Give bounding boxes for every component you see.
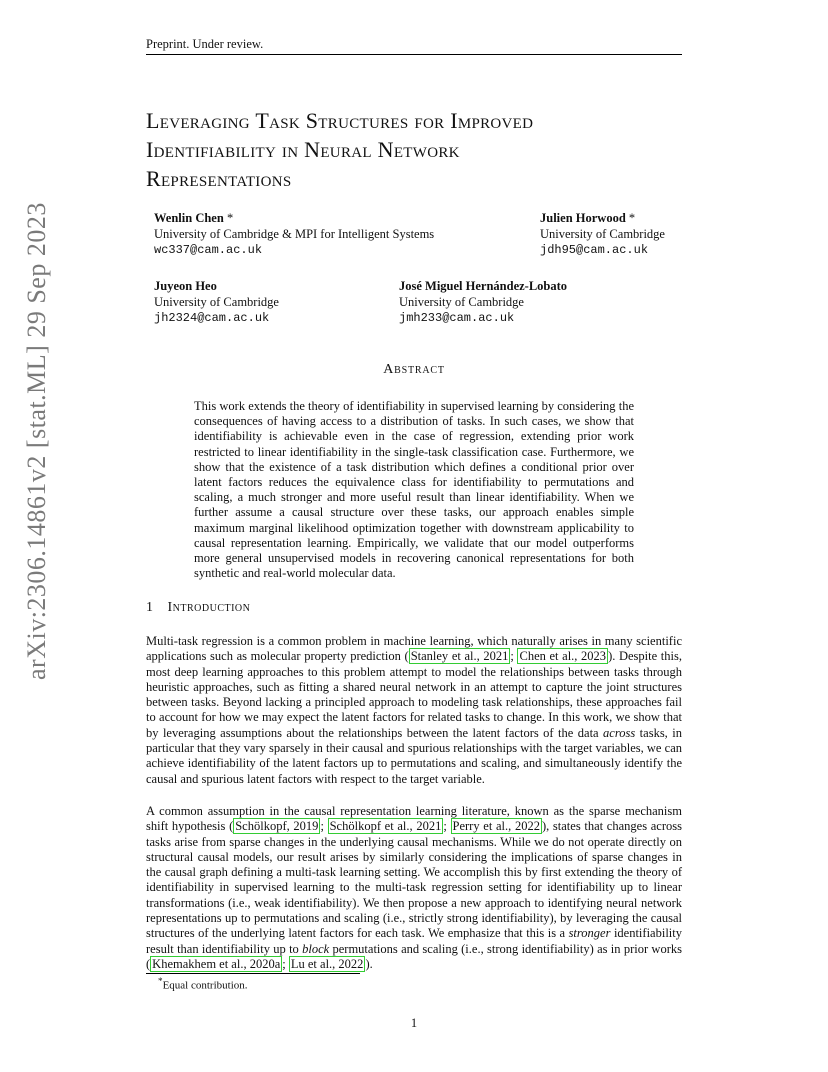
citation-link[interactable]: Schölkopf et al., 2021 [329,819,442,834]
abstract-heading: Abstract [383,362,445,377]
author-name: Julien Horwood [540,211,626,225]
footnote-rule [146,973,360,974]
author-affiliation: University of Cambridge [399,295,524,309]
author-name: Juyeon Heo [154,279,217,293]
footnote-text: Equal contribution. [162,979,248,992]
citation-link[interactable]: Schölkopf, 2019 [235,819,319,834]
page-number: 1 [410,1016,418,1030]
footnote-mark: * [158,976,163,986]
author-affiliation: University of Cambridge [154,295,279,309]
section-number: 1 [146,600,154,615]
author-email[interactable]: jdh95@cam.ac.uk [540,243,649,257]
author-mark: * [625,211,636,225]
emphasis: across [603,725,636,740]
text-run: ). Despite this, most deep learning approaches to this problem attempt to model the relationships between tasks through heuristic approaches, such as fitting a shared neural network in an attempt to capture the joint structures between tasks. Beyond lacking a principled approach to modeling task relationships, these approaches fail to account for how we may expect the latent factors for related tasks to change. In this work, we show that by leveraging assumptions about the relationships between the latent factors of the data [146,649,682,740]
intro-paragraph-2 [146,804,682,972]
text-run: ). [365,956,373,971]
title-line-1: Leveraging Task Structures for Improved [146,108,534,133]
section-title: Introduction [167,600,251,615]
author-email[interactable]: wc337@cam.ac.uk [154,243,263,257]
citation-link[interactable]: Chen et al., 2023 [519,649,607,664]
author-block [399,278,567,326]
text-run: Multi-task regression is a common problem in machine learning, which naturally arises in many scientific applications such as molecular property prediction ( [146,634,682,664]
author-block [540,210,665,258]
text-run: ; [282,956,289,971]
citation-link[interactable]: Khemakhem et al., 2020a [152,956,281,971]
arxiv-stamp: arXiv:2306.14861v2 [stat.ML] 29 Sep 2023 [22,202,51,680]
intro-paragraph-1 [146,634,682,787]
citation-link[interactable]: Lu et al., 2022 [290,956,364,971]
author-name: Wenlin Chen [154,211,224,225]
text-run: ; [443,819,451,834]
citation-link[interactable]: Stanley et al., 2021 [410,649,509,664]
emphasis: stronger [568,926,611,941]
title-line-3: Representations [146,166,292,191]
text-run: permutations and scaling (i.e., strong identifiability) as in prior works ( [146,941,682,971]
author-block [154,210,434,258]
author-email[interactable]: jh2324@cam.ac.uk [154,311,270,325]
author-mark: * [223,211,234,225]
header-rule [146,54,682,55]
text-run: ), states that changes across tasks arise from sparse changes in the underlying causal mechanisms. While we do not operate directly on structural causal models, our result arises by similarly considering the implications of sparse changes in the causal graph defining a multi-task learning setting. We accomplish this by first extending the theory of identifiability in supervised learning to the multi-task regression setting for identifiability up to linear transformations (i.e., weak identifiability). We then propose a new approach to identifying neural network representations up to permutations and scaling (i.e., strictly strong identifiability), by leveraging the causal structures of the underlying latent factors for each task. We emphasize that this is a [146,819,682,941]
text-run: ; [510,649,518,664]
text-run: ; [320,819,328,834]
text-run: identifiability result than identifiability up to [146,926,682,956]
title-line-2: Identifiability in Neural Network [146,137,460,162]
author-affiliation: University of Cambridge [540,227,665,241]
abstract-text: This work extends the theory of identifiability in supervised learning by considering the consequences of having access to a distribution of tasks. In such cases, we show that identifiability is achievable even in the case of regression, extending prior work restricted to linear identifiability in the single-task classification case. Furthermore, we show that the existence of a task distribution which defines a conditional prior over latent factors reduces the equivalence class for identifiability to permutations and scaling, a much stronger and more useful result than linear identifiability. When we further assume a causal structure over these tasks, our approach enables simple maximum marginal likelihood optimization together with downstream applicability to causal representation learning. Empirically, we validate that our model outperforms more general unsupervised models in recovering canonical representations for both synthetic and real-world molecular data. [194,399,634,581]
author-name: José Miguel Hernández-Lobato [399,279,568,293]
section-heading [146,600,250,616]
footnote [158,976,248,992]
citation-link[interactable]: Perry et al., 2022 [452,819,540,834]
emphasis: block [302,941,330,956]
author-email[interactable]: jmh233@cam.ac.uk [399,311,515,325]
text-run: A common assumption in the causal representation learning literature, known as the sparse mechanism shift hypothesis ( [146,804,682,834]
author-block [154,278,279,326]
running-header: Preprint. Under review. [146,37,264,51]
text-run: tasks, in particular that they vary sparsely in their causal and spurious relationships with the target variables, we can achieve identifiability of the latent factors up to permutations and scaling, and simultaneously identify the causal and spurious latent factors with respect to the target variable. [146,725,682,786]
paper-title [146,106,706,193]
author-affiliation: University of Cambridge & MPI for Intelligent Systems [154,227,435,241]
